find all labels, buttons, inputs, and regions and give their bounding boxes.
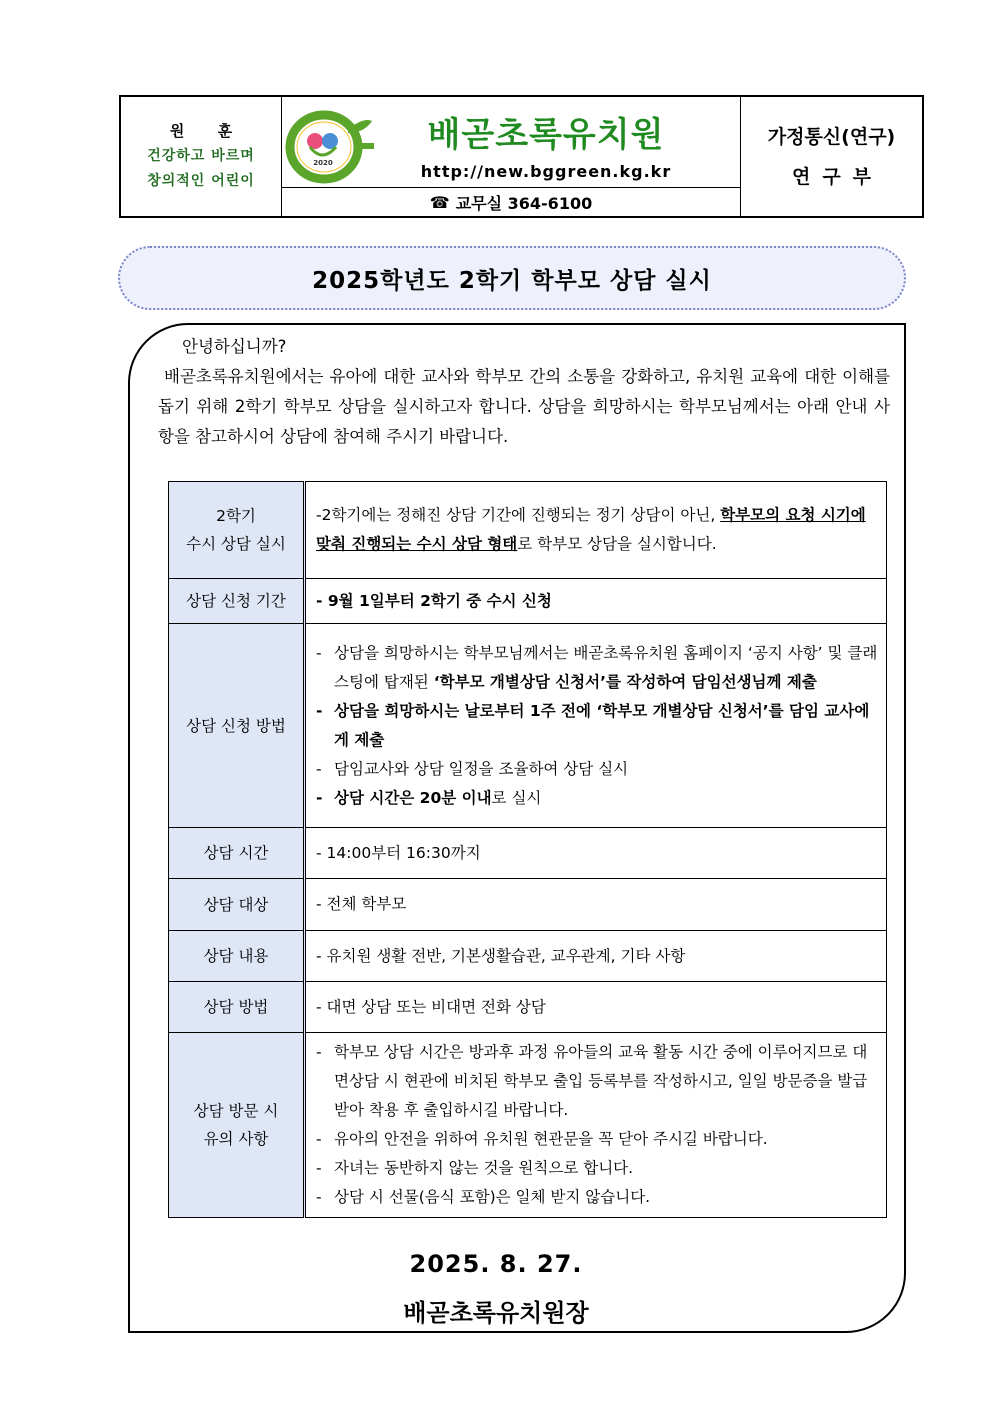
row-label: [169, 1033, 305, 1218]
row-label: 상담 내용: [169, 931, 305, 982]
label-line: 상담 방문 시: [193, 1102, 279, 1120]
school-name: 배곧초록유치원: [427, 115, 665, 155]
table-row: [169, 931, 887, 982]
label-line: 2학기: [216, 507, 256, 525]
newsletter-type: 가정통신(연구): [767, 125, 896, 148]
table-row: [169, 482, 887, 579]
list-item: - 학부모 상담 시간은 방과후 과정 유아들의 교육 활동 시간 중에 이루어지므로 대면상담 시 현관에 비치된 학부모 출입 등록부를 작성하시고, 일일 방문증을 발급받아 착용 후 출입하시길 바랍니다.: [316, 1043, 868, 1119]
logo-year: 2020: [313, 159, 333, 167]
row-label: 상담 방법: [169, 982, 305, 1033]
list-item: - 상담을 희망하시는 학부모님께서는 배곧초록유치원 홈페이지 ‘공지 사항’ 및 클래스팅에 탑재된 ‘학부모 개별상담 신청서’를 작성하여 담임선생님께 제출: [316, 643, 878, 691]
motto-line-2: 창의적인 어린이: [147, 173, 255, 189]
intro-body: 배곧초록유치원에서는 유아에 대한 교사와 학부모 간의 소통을 강화하고, 유치원 교육에 대한 이해를 돕기 위해 2학기 학부모 상담을 실시하고자 합니다. 상담을 희망하시는 학부모님께서는 아래 안내 사항을 참고하시어 상담에 참여해 주시기 바랍니다.: [158, 367, 890, 446]
list-item: - 상담을 희망하시는 날로부터 1주 전에 ‘학부모 개별상담 신청서’를 담임 교사에게 제출: [316, 701, 870, 749]
table-row: [169, 879, 887, 931]
underlined-text: 학부모의 요청 시기에 맞춰 진행되는 수시 상담 형태: [316, 506, 866, 553]
signature: 배곧초록유치원장: [403, 1299, 589, 1327]
issue-date: 2025. 8. 27.: [409, 1250, 583, 1278]
newsletter-cell: [741, 97, 922, 216]
school-info-cell: [282, 97, 741, 216]
row-value: [305, 482, 887, 579]
letterhead: [119, 95, 924, 218]
row-label: 상담 대상: [169, 879, 305, 931]
row-value: - 9월 1일부터 2학기 중 수시 신청: [305, 579, 887, 624]
motto-cell: [121, 97, 282, 216]
list-item: - 담임교사와 상담 일정을 조율하여 상담 실시: [316, 759, 629, 778]
greeting: 안녕하십니까?: [182, 337, 287, 356]
school-logo: [284, 103, 374, 193]
row-value: - 대면 상담 또는 비대면 전화 상담: [305, 982, 887, 1033]
table-row: [169, 982, 887, 1033]
row-value: [305, 624, 887, 828]
phone-icon: ☎: [429, 192, 450, 212]
row-value: - 14:00부터 16:30까지: [305, 828, 887, 879]
list-item: - 상담 시간은 20분 이내로 실시: [316, 788, 542, 807]
title-banner: [118, 246, 906, 310]
row-label: 상담 시간: [169, 828, 305, 879]
row-label: [169, 482, 305, 579]
list-item: - 상담 시 선물(음식 포함)은 일체 받지 않습니다.: [316, 1188, 651, 1206]
text-part: 로 학부모 상담을 실시합니다.: [517, 535, 717, 553]
label-line: 수시 상담 실시: [186, 535, 286, 553]
department: 연구부: [791, 165, 884, 188]
table-row: [169, 579, 887, 624]
list-item: - 자녀는 동반하지 않는 것을 원칙으로 합니다.: [316, 1159, 634, 1177]
phone-number: 교무실 364-6100: [455, 193, 593, 213]
row-label: 상담 신청 방법: [169, 624, 305, 828]
table-row: [169, 624, 887, 828]
row-value: - 유치원 생활 전반, 기본생활습관, 교우관계, 기타 사항: [305, 931, 887, 982]
table-row: [169, 1033, 887, 1218]
info-table: [168, 481, 887, 1218]
row-value: - 전체 학부모: [305, 879, 887, 931]
row-value: [305, 1033, 887, 1218]
school-url[interactable]: http://new.bggreen.kg.kr: [420, 162, 672, 181]
table-row: [169, 828, 887, 879]
list-item: - 유아의 안전을 위하여 유치원 현관문을 꼭 닫아 주시길 바랍니다.: [316, 1130, 768, 1148]
text-part: -2학기에는 정해진 상담 기간에 진행되는 정기 상담이 아닌,: [316, 506, 721, 524]
page-title: 2025학년도 2학기 학부모 상담 실시: [312, 267, 712, 294]
row-label: 상담 신청 기간: [169, 579, 305, 624]
label-line: 유의 사항: [203, 1130, 269, 1148]
motto-title: 원 훈: [169, 122, 247, 140]
motto-line-1: 건강하고 바르며: [147, 148, 255, 164]
intro-text: [158, 332, 890, 452]
